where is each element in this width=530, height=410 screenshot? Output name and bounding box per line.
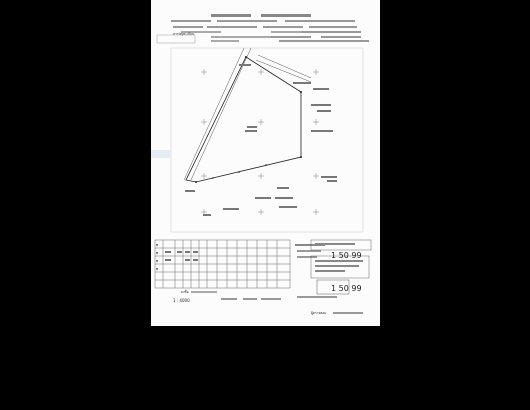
area-value-1: 1 50 99 bbox=[331, 251, 362, 260]
signature-label: ลงชื่อ bbox=[181, 290, 189, 294]
area-value-2: 1 50 99 bbox=[331, 284, 362, 293]
legend-letter-1: ก bbox=[156, 243, 159, 247]
scan-artifact bbox=[151, 150, 171, 158]
scanned-title-deed-page bbox=[151, 0, 380, 326]
footer-text: ผู้ตรวจสอบ bbox=[311, 311, 327, 315]
legend-letter-2: ก bbox=[156, 251, 159, 255]
header-line-1: สารบัญทะเบียน bbox=[173, 32, 195, 36]
scale-text: 1 : 4000 bbox=[173, 298, 190, 303]
legend-letter-3: ก bbox=[156, 259, 159, 263]
deed-drawing bbox=[151, 0, 380, 326]
legend-letter-4: ก bbox=[156, 267, 159, 271]
